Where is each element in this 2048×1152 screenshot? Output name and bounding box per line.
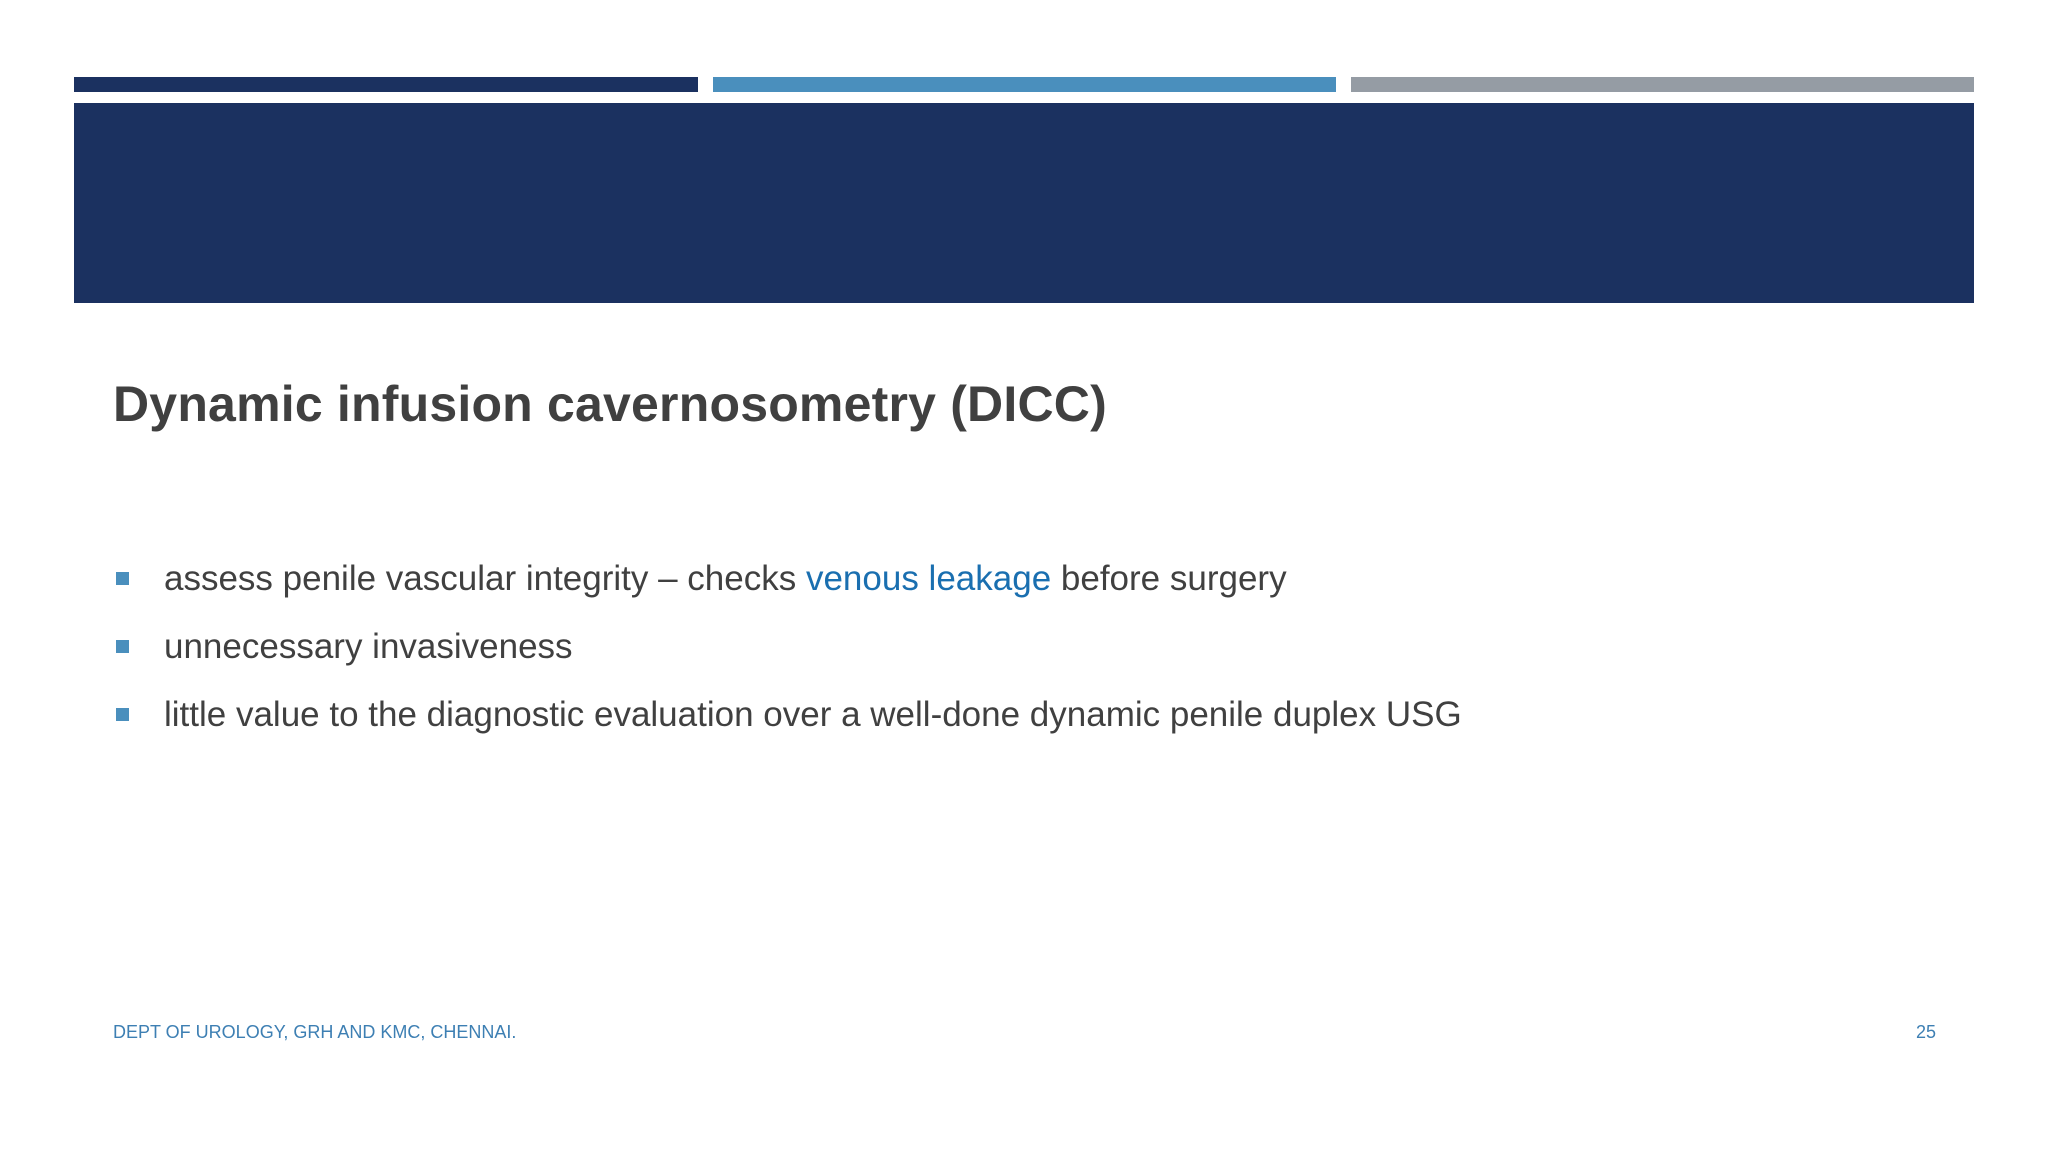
footer-text: DEPT OF UROLOGY, GRH AND KMC, CHENNAI. (113, 1022, 517, 1042)
bullet-item (113, 545, 1933, 613)
bullet-text-before: assess penile vascular integrity – checks (164, 559, 806, 598)
header-band (74, 103, 1974, 303)
accent-bar-navy (74, 77, 698, 92)
bullet-text: little value to the diagnostic evaluation over a well-done dynamic penile duplex USG (164, 695, 1462, 734)
bullet-list (113, 545, 1933, 749)
slide-title: Dynamic infusion cavernosometry (DICC) (113, 376, 1107, 432)
bullet-item (113, 613, 1933, 681)
square-bullet-icon (116, 708, 129, 721)
bullet-text-after: before surgery (1051, 559, 1287, 598)
bullet-highlight: venous leakage (805, 559, 1052, 598)
square-bullet-icon (116, 640, 129, 653)
page-number: 25 (1915, 1022, 1936, 1042)
accent-bar-blue (713, 77, 1336, 92)
bullet-item (113, 681, 1933, 749)
bullet-text: unnecessary invasiveness (164, 627, 573, 666)
bullet-text (164, 559, 1287, 599)
square-bullet-icon (116, 572, 129, 585)
accent-bar-gray (1351, 77, 1974, 92)
